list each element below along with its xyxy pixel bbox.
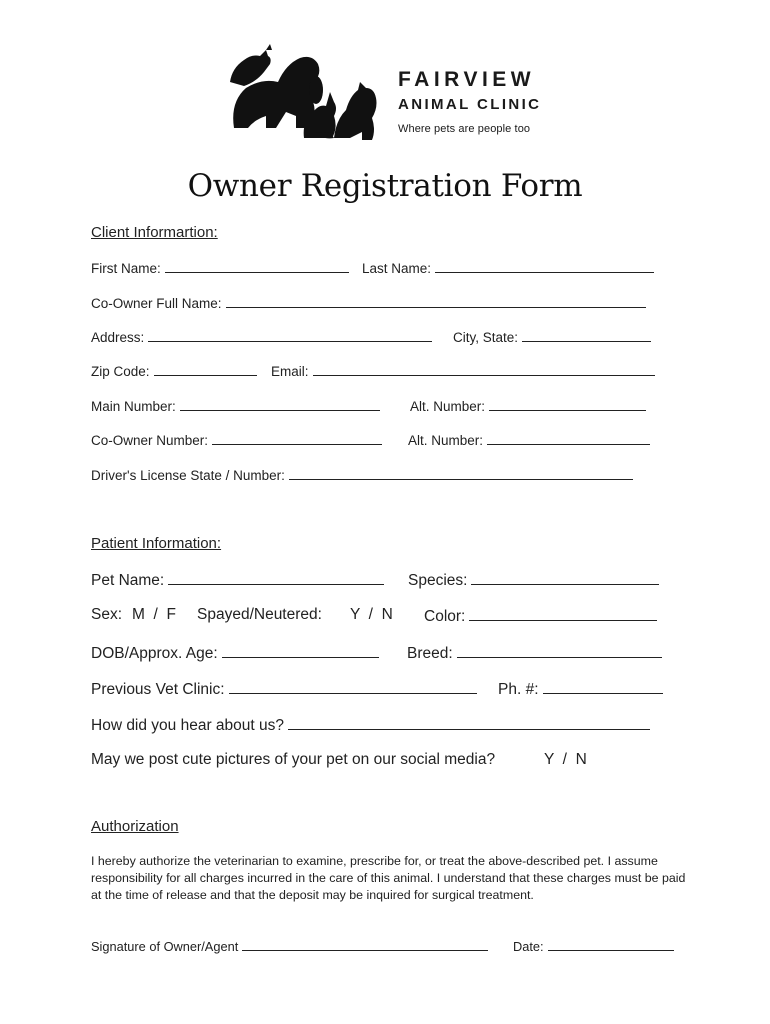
hear-about-label: How did you hear about us?	[91, 717, 285, 734]
email-line[interactable]	[313, 362, 655, 376]
hear-about-field[interactable]	[91, 715, 650, 735]
address-line[interactable]	[148, 328, 432, 342]
patient-section-heading: Patient Information:	[91, 535, 222, 552]
spayed-label: Spayed/Neutered:	[197, 606, 322, 623]
clinic-logo	[226, 42, 556, 144]
previous-vet-line[interactable]	[229, 679, 477, 694]
co-owner-number-line[interactable]	[212, 431, 382, 445]
co-owner-number-field[interactable]	[91, 431, 382, 448]
pet-name-field[interactable]	[91, 570, 384, 590]
breed-line[interactable]	[457, 643, 662, 658]
clinic-brand	[398, 68, 558, 135]
previous-vet-label: Previous Vet Clinic:	[91, 681, 225, 698]
species-line[interactable]	[471, 570, 659, 585]
hear-about-line[interactable]	[288, 715, 650, 730]
social-media-options[interactable]: Y / N	[544, 751, 587, 768]
signature-line[interactable]	[242, 937, 488, 951]
color-field[interactable]	[424, 606, 657, 626]
co-owner-name-line[interactable]	[226, 294, 646, 308]
last-name-label: Last Name:	[362, 261, 432, 276]
phone-line[interactable]	[543, 679, 663, 694]
dob-field[interactable]	[91, 643, 379, 663]
sex-label: Sex:	[91, 606, 123, 623]
alt-number-2-line[interactable]	[487, 431, 650, 445]
species-label: Species:	[408, 572, 468, 589]
first-name-label: First Name:	[91, 261, 161, 276]
animals-silhouette-icon	[226, 42, 386, 144]
city-state-field[interactable]	[453, 328, 651, 345]
page-title: Owner Registration Form	[187, 168, 583, 204]
co-owner-name-field[interactable]	[91, 294, 646, 311]
address-label: Address:	[91, 330, 145, 345]
co-owner-name-label: Co-Owner Full Name:	[91, 296, 222, 311]
alt-number-2-label: Alt. Number:	[408, 433, 484, 448]
alt-number-1-field[interactable]	[410, 397, 646, 414]
alt-number-2-field[interactable]	[408, 431, 650, 448]
main-number-field[interactable]	[91, 397, 380, 414]
first-name-field[interactable]	[91, 259, 349, 276]
authorization-heading: Authorization	[91, 818, 179, 835]
last-name-field[interactable]	[362, 259, 654, 276]
co-owner-number-label: Co-Owner Number:	[91, 433, 209, 448]
city-state-line[interactable]	[522, 328, 651, 342]
clinic-tagline: Where pets are people too	[398, 123, 531, 135]
spayed-options[interactable]: Y / N	[350, 606, 393, 623]
phone-label: Ph. #:	[498, 681, 539, 698]
pet-name-line[interactable]	[168, 570, 384, 585]
sex-options[interactable]: M / F	[132, 606, 176, 623]
drivers-license-field[interactable]	[91, 466, 633, 483]
date-line[interactable]	[548, 937, 674, 951]
dob-label: DOB/Approx. Age:	[91, 645, 218, 662]
signature-row	[91, 937, 544, 954]
clinic-name: FAIRVIEW	[398, 68, 536, 91]
signature-field[interactable]	[91, 939, 488, 954]
previous-vet-field[interactable]	[91, 679, 477, 699]
color-line[interactable]	[469, 606, 657, 621]
dob-line[interactable]	[222, 643, 379, 658]
zip-line[interactable]	[154, 362, 257, 376]
species-field[interactable]	[408, 570, 659, 590]
color-label: Color:	[424, 608, 466, 625]
alt-number-1-label: Alt. Number:	[410, 399, 486, 414]
main-number-label: Main Number:	[91, 399, 176, 414]
email-field[interactable]	[271, 362, 655, 379]
email-label: Email:	[271, 364, 309, 379]
address-field[interactable]	[91, 328, 432, 345]
first-name-line[interactable]	[165, 259, 349, 273]
city-state-label: City, State:	[453, 330, 519, 345]
signature-label: Signature of Owner/Agent	[91, 939, 239, 954]
social-media-label: May we post cute pictures of your pet on our social media?	[91, 751, 496, 768]
pet-name-label: Pet Name:	[91, 572, 165, 589]
drivers-license-line[interactable]	[289, 466, 633, 480]
drivers-license-label: Driver's License State / Number:	[91, 468, 285, 483]
breed-field[interactable]	[407, 643, 662, 663]
phone-field[interactable]	[498, 679, 663, 699]
authorization-text: I hereby authorize the veterinarian to examine, prescribe for, or treat the above-described pet. I assume responsibility for all charges incurred in the care of this animal. I understand that these charges must be paid at the time of release and that the deposit may be inquired for surgical treatment.	[91, 854, 686, 902]
alt-number-1-line[interactable]	[489, 397, 646, 411]
zip-label: Zip Code:	[91, 364, 150, 379]
date-label: Date:	[513, 939, 544, 954]
last-name-line[interactable]	[435, 259, 654, 273]
zip-field[interactable]	[91, 362, 257, 379]
date-field[interactable]	[513, 937, 674, 954]
main-number-line[interactable]	[180, 397, 380, 411]
breed-label: Breed:	[407, 645, 453, 662]
client-section-heading: Client Informartion:	[91, 224, 218, 241]
clinic-subtitle: ANIMAL CLINIC	[398, 96, 542, 113]
